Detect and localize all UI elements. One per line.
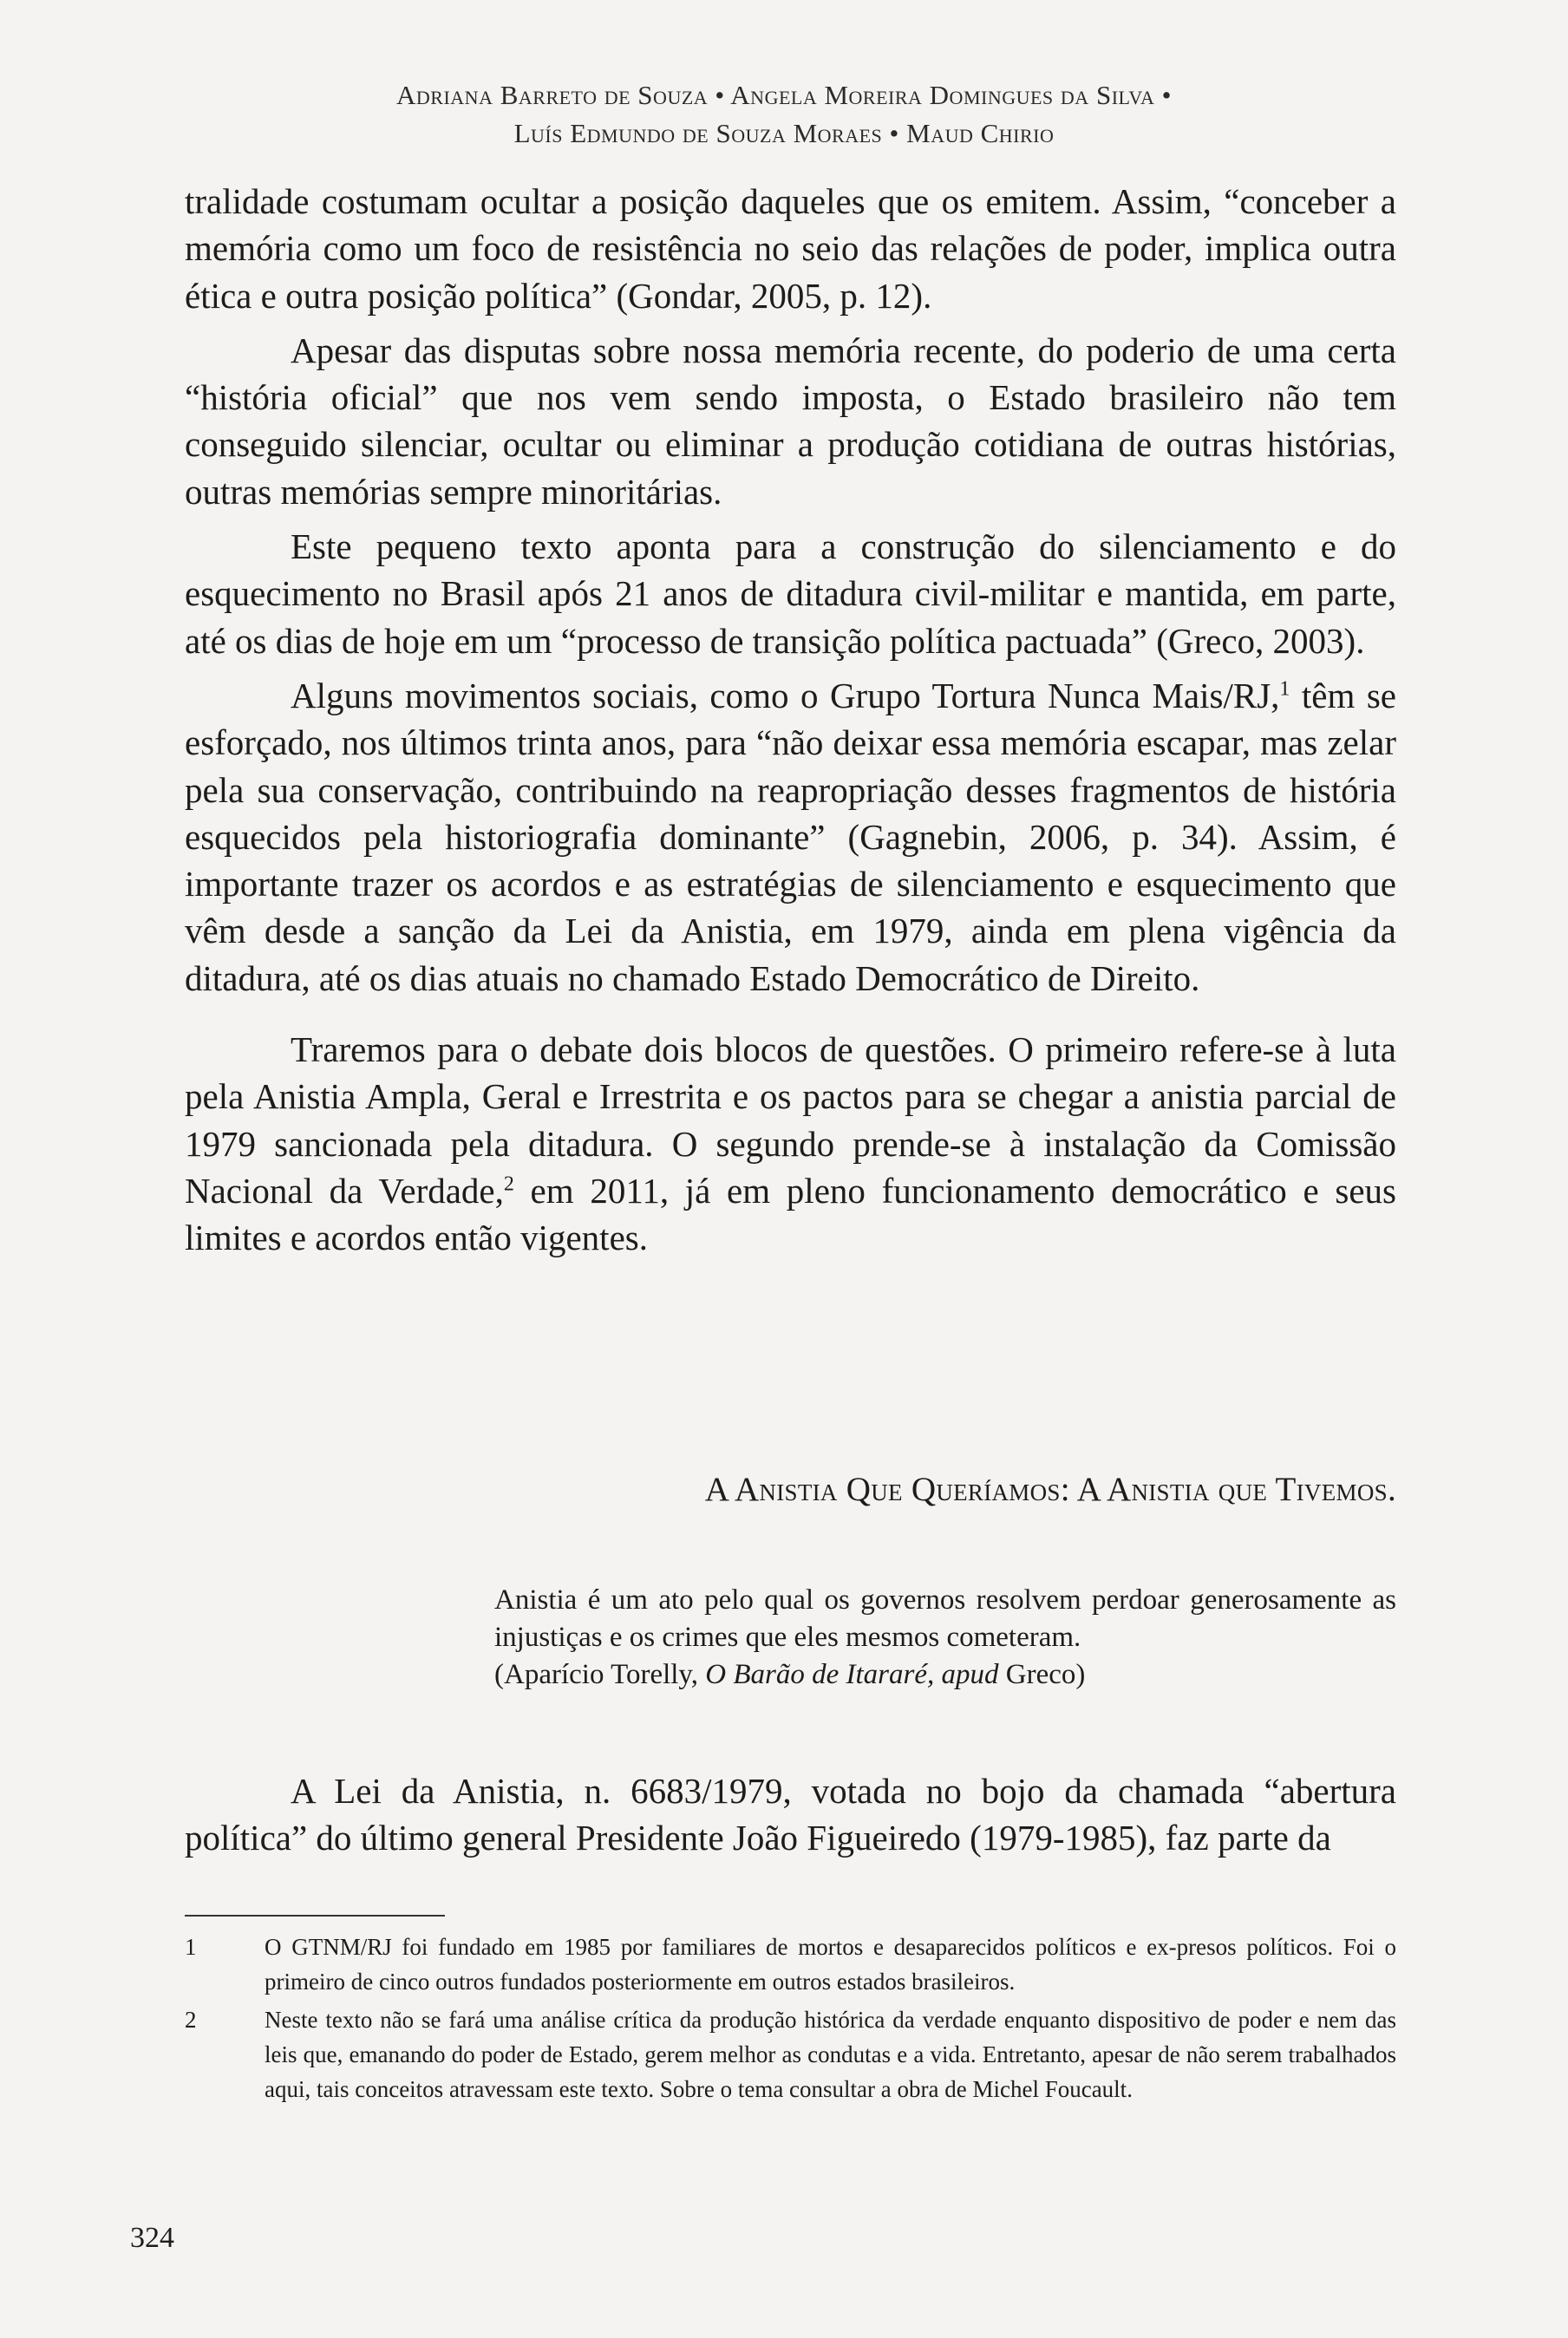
footnotes xyxy=(185,1930,1396,2110)
page-number: 324 xyxy=(130,2222,174,2254)
closing-text xyxy=(185,1767,1396,1862)
main-text xyxy=(185,178,1396,1262)
footnote-text: O GTNM/RJ foi fundado em 1985 por familiares de mortos e desaparecidos políticos e ex-presos políticos. Foi o primeiro de cinco outros fundados posteriormente em outros estados brasileiros. xyxy=(265,1934,1396,1995)
paragraph: Apesar das disputas sobre nossa memória recente, do poderio de uma certa “história oficial” que nos vem sendo imposta, o Estado brasileiro não tem conseguido silenciar, ocultar ou eliminar a produção cotidiana de outras histórias, outras memórias sempre minoritárias. xyxy=(185,330,1396,512)
running-head-authors-line-2: Luís Edmundo de Souza Moraes • Maud Chirio xyxy=(513,118,1055,148)
footnote-divider xyxy=(185,1915,445,1917)
running-head-authors-line-1: Adriana Barreto de Souza • Angela Moreira Domingues da Silva • xyxy=(396,80,1172,110)
footnote-number: 2 xyxy=(185,2007,197,2033)
paragraph-text: Traremos para o debate dois blocos de questões. O primeiro refere-se à luta pela Anistia Ampla, Geral e Irrestrita e os pactos para se chegar a anistia parcial de 1979 sancionada pela ditadura. O segundo prende-se à instalação da Comissão Nacional da Verdade, xyxy=(185,1029,1396,1211)
paragraph: A Lei da Anistia, n. 6683/1979, votada no bojo da chamada “abertura política” do último general Presidente João Figueiredo (1979-1985), faz parte da xyxy=(185,1771,1396,1858)
attribution-italic: O Barão de Itararé, apud xyxy=(705,1659,999,1690)
running-head xyxy=(0,76,1568,153)
paragraph xyxy=(185,672,1396,1002)
footnote xyxy=(185,2002,1396,2106)
epigraph-attribution xyxy=(494,1656,1396,1694)
paragraph-text: Alguns movimentos sociais, como o Grupo Tortura Nunca Mais/RJ, xyxy=(291,675,1280,715)
footnote-text: Neste texto não se fará uma análise crítica da produção histórica da verdade enquanto dispositivo de poder e nem das leis que, emanando do poder de Estado, gerem melhor as condutas e a vida. Entretanto, apesar de não serem trabalhados aqui, tais conceitos atravessam este texto. Sobre o tema consultar a obra de Michel Foucault. xyxy=(265,2007,1396,2102)
section-heading: A Anistia Que Queríamos: A Anistia que Tivemos. xyxy=(704,1471,1396,1508)
footnote-number: 1 xyxy=(185,1934,197,1960)
paragraph xyxy=(185,1026,1396,1261)
attribution-text: (Aparício Torelly, xyxy=(494,1659,706,1690)
paragraph-text: em 2011, já em pleno funcionamento democrático e seus limites e acordos então vigentes. xyxy=(185,1170,1396,1258)
footnote xyxy=(185,1930,1396,1999)
attribution-text: Greco) xyxy=(998,1659,1086,1690)
paragraph: Este pequeno texto aponta para a construção do silenciamento e do esquecimento no Brasil após 21 anos de ditadura civil-militar e mantida, em parte, até os dias de hoje em um “processo de transição política pactuada” (Greco, 2003). xyxy=(185,526,1396,661)
footnote-reference: 2 xyxy=(503,1172,514,1196)
epigraph-quote: Anistia é um ato pelo qual os governos resolvem perdoar generosamente as injustiças e os crimes que eles mesmos cometeram. xyxy=(494,1584,1396,1653)
footnote-reference: 1 xyxy=(1279,677,1290,701)
paragraph: tralidade costumam ocultar a posição daqueles que os emitem. Assim, “conceber a memória como um foco de resistência no seio das relações de poder, implica outra ética e outra posição política” (Gondar, 2005, p. 12). xyxy=(185,181,1396,316)
epigraph xyxy=(494,1582,1396,1694)
paragraph-text: têm se esforçado, nos últimos trinta anos, para “não deixar essa memória escapar, mas zelar pela sua conservação, contribuindo na reapropriação desses fragmentos de história esquecidos pela historiografia dominante” (Gagnebin, 2006, p. 34). Assim, é importante trazer os acordos e as estratégias de silenciamento e esquecimento que vêm desde a sanção da Lei da Anistia, em 1979, ainda em plena vigência da ditadura, até os dias atuais no chamado Estado Democrático de Direito. xyxy=(185,675,1396,998)
